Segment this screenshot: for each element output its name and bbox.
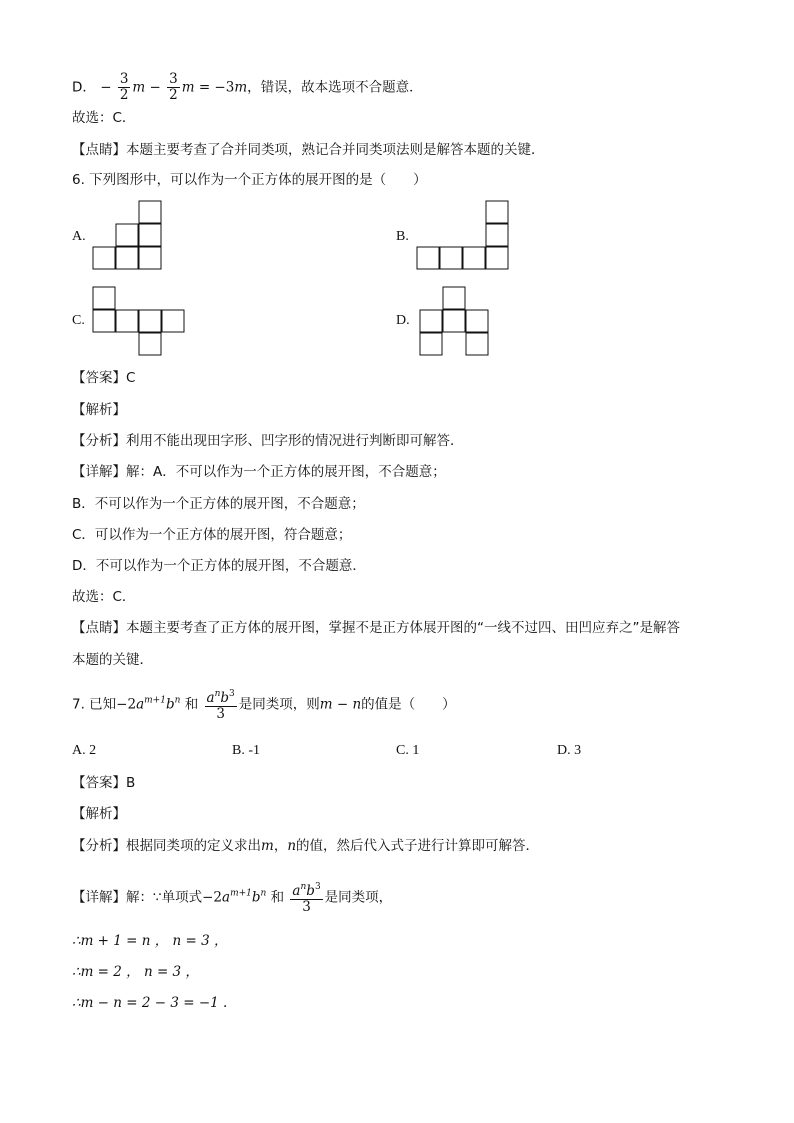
q6-net-b [416,200,512,272]
q6-answer: 【答案】C [72,370,136,386]
q6-option-c-label: C. [72,313,85,328]
q6-stem: 6. 下列图形中，可以作为一个正方体的展开图的是（ ） [72,172,427,188]
q7-step-1: ∴m + 1 = n ， n = 3 ， [72,933,228,949]
q6-detail-4: D．不可以作为一个正方体的展开图，不合题意． [72,558,366,574]
q6-option-b-label: B. [396,229,409,244]
q6-comment-2: 本题的关键． [72,652,153,668]
q7-option-d: D. 3 [557,743,582,758]
fraction: $\frac{3}{2}$ [119,71,129,103]
q6-comment-1: 【点睛】本题主要考查了正方体的展开图，掌握不是正方体展开图的“一线不过四、田凹应弃之”是解答 [72,620,680,636]
q7-analysis: 【分析】根据同类项的定义求出m，n的值，然后代入式子进行计算即可解答． [72,838,540,854]
q7-option-c: C. 1 [396,743,420,758]
q7-answer: 【答案】B [72,775,136,791]
q6-option-d-label: D. [396,313,410,328]
q6-detail-3: C．可以作为一个正方体的展开图，符合题意； [72,527,352,543]
fraction: $\frac{3}{2}$ [169,71,178,103]
option-d-line: D． − $\frac{3}{2}$ m − $\frac{3}{2}$ m = −3m，错误，故本选项不合题意． [72,71,423,103]
q7-detail: 【详解】解：∵单项式$-2a^{m+1}b^n$ 和 $\frac{a^nb^3}{3}$ 是同类项， [72,882,393,915]
q6-net-c [92,286,188,358]
q6-net-a [92,200,164,272]
q7-option-a: A. 2 [72,743,97,758]
q7-option-b: B. -1 [232,743,260,758]
q6-option-a-label: A. [72,229,86,244]
fraction: $\frac{a^nb^3}{3}$ [292,882,321,915]
q6-detail-2: B．不可以作为一个正方体的展开图，不合题意； [72,496,365,512]
q6-choice: 故选：C． [72,589,136,605]
option-d-label: D． [72,79,96,96]
q5-choice: 故选：C． [72,110,136,126]
q6-analysis-head: 【解析】 [72,402,126,418]
fraction: $\frac{a^nb^3}{3}$ [206,689,235,722]
q6-analysis: 【分析】利用不能出现田字形、凹字形的情况进行判断即可解答． [72,433,464,449]
q7-step-2: ∴m = 2 ， n = 3 ， [72,964,199,980]
q6-net-d [419,286,491,358]
q6-detail-1: 【详解】解：A．不可以作为一个正方体的展开图，不合题意； [72,464,446,480]
q7-analysis-head: 【解析】 [72,806,126,822]
q7-stem: 7. 已知$-2a^{m+1}b^n$ 和 $\frac{a^nb^3}{3}$ 是同类项，则m − n的值是（ ） [72,689,456,722]
q7-step-3: ∴m − n = 2 − 3 = −1 . [72,995,228,1011]
q5-comment: 【点睛】本题主要考查了合并同类项，熟记合并同类项法则是解答本题的关键． [72,142,545,158]
